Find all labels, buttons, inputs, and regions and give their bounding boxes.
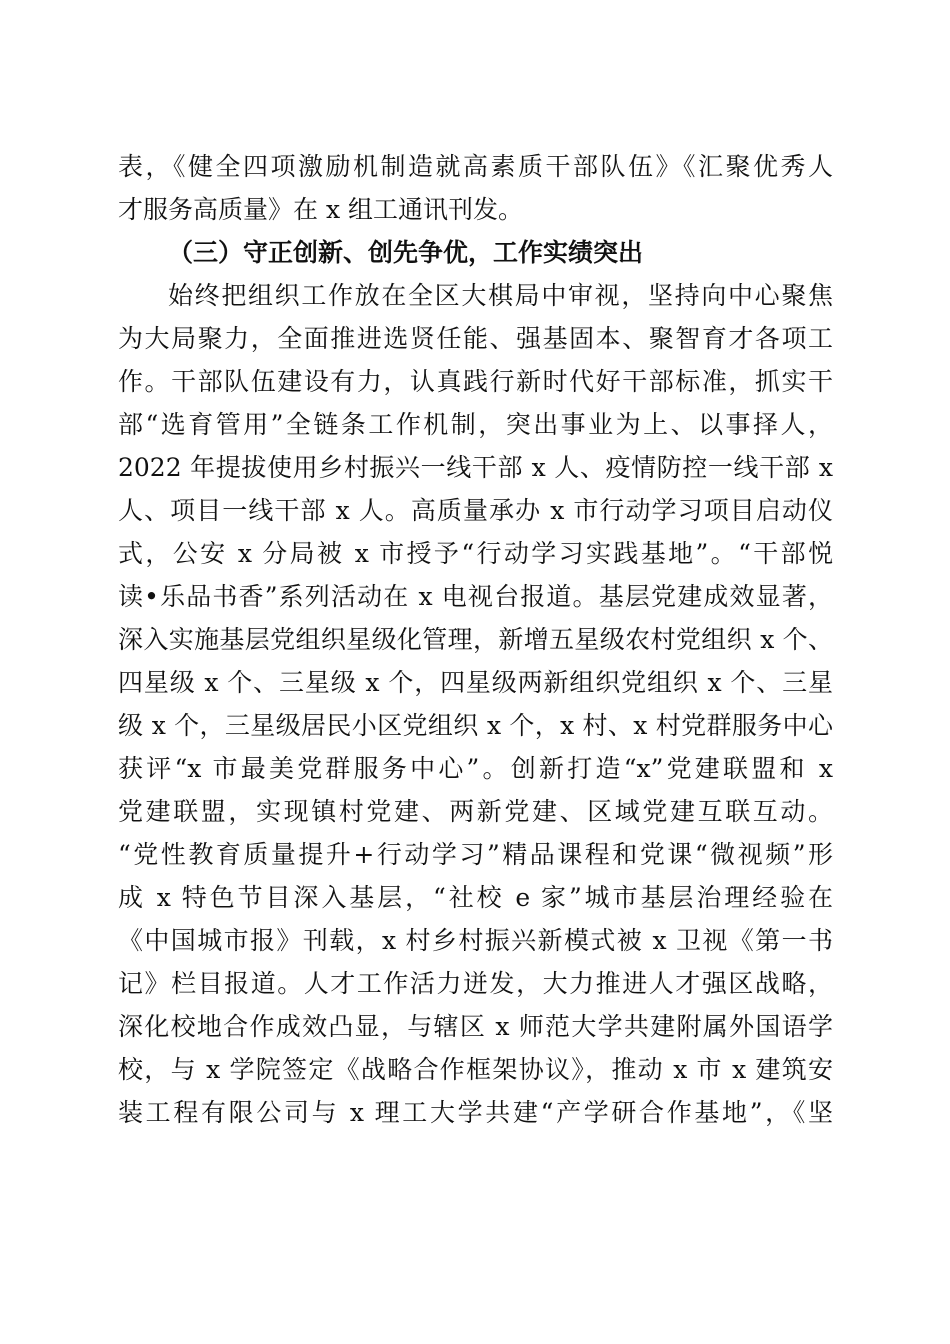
- paragraph-line: 深入实施基层党组织星级化管理，新增五星级农村党组织 x 个、: [118, 625, 833, 654]
- paragraph-line: 校，与 x 学院签定《战略合作框架协议》，推动 x 市 x 建筑安: [118, 1055, 833, 1084]
- paragraph-line: 为大局聚力，全面推进选贤任能、强基固本、聚智育才各项工: [118, 324, 833, 353]
- paragraph-line: 才服务高质量》在 x 组工通讯刊发。: [118, 195, 523, 224]
- paragraph-line: 2022 年提拔使用乡村振兴一线干部 x 人、疫情防控一线干部 x: [118, 453, 833, 482]
- paragraph-line: “党性教育质量提升+行动学习”精品课程和党课“微视频”形: [118, 840, 833, 869]
- paragraph-line: 记》栏目报道。人才工作活力迸发，大力推进人才强区战略，: [118, 969, 833, 998]
- paragraph-line: 装工程有限公司与 x 理工大学共建“产学研合作基地”，《坚: [118, 1098, 833, 1127]
- paragraph-line: 式，公安 x 分局被 x 市授予“行动学习实践基地”。“干部悦: [118, 539, 833, 568]
- paragraph-line: 读•乐品书香”系列活动在 x 电视台报道。基层党建成效显著，: [118, 582, 833, 611]
- body-text: [118, 145, 833, 1134]
- paragraph-line: 人、项目一线干部 x 人。高质量承办 x 市行动学习项目启动仪: [118, 496, 833, 525]
- paragraph-line: 获评“x 市最美党群服务中心”。创新打造“x”党建联盟和 x: [118, 754, 833, 783]
- paragraph-line: 四星级 x 个、三星级 x 个，四星级两新组织党组织 x 个、三星: [118, 668, 833, 697]
- paragraph-line: 作。干部队伍建设有力，认真践行新时代好干部标准，抓实干: [118, 367, 833, 396]
- paragraph-line: 始终把组织工作放在全区大棋局中审视，坚持向中心聚焦: [168, 281, 833, 310]
- paragraph-line: 党建联盟，实现镇村党建、两新党建、区域党建互联互动。: [118, 797, 833, 826]
- paragraph-line: 《中国城市报》刊载，x 村乡村振兴新模式被 x 卫视《第一书: [118, 926, 833, 955]
- paragraph-line: 深化校地合作成效凸显，与辖区 x 师范大学共建附属外国语学: [118, 1012, 833, 1041]
- section-heading: （三）守正创新、创先争优，工作实绩突出: [168, 238, 644, 267]
- paragraph-line: 成 x 特色节目深入基层，“社校 e 家”城市基层治理经验在: [118, 883, 833, 912]
- paragraph-line: 级 x 个，三星级居民小区党组织 x 个，x 村、x 村党群服务中心: [118, 711, 833, 740]
- paragraph-line: 表，《健全四项激励机制造就高素质干部队伍》《汇聚优秀人: [118, 152, 833, 181]
- paragraph-line: 部“选育管用”全链条工作机制，突出事业为上、以事择人，: [118, 410, 833, 439]
